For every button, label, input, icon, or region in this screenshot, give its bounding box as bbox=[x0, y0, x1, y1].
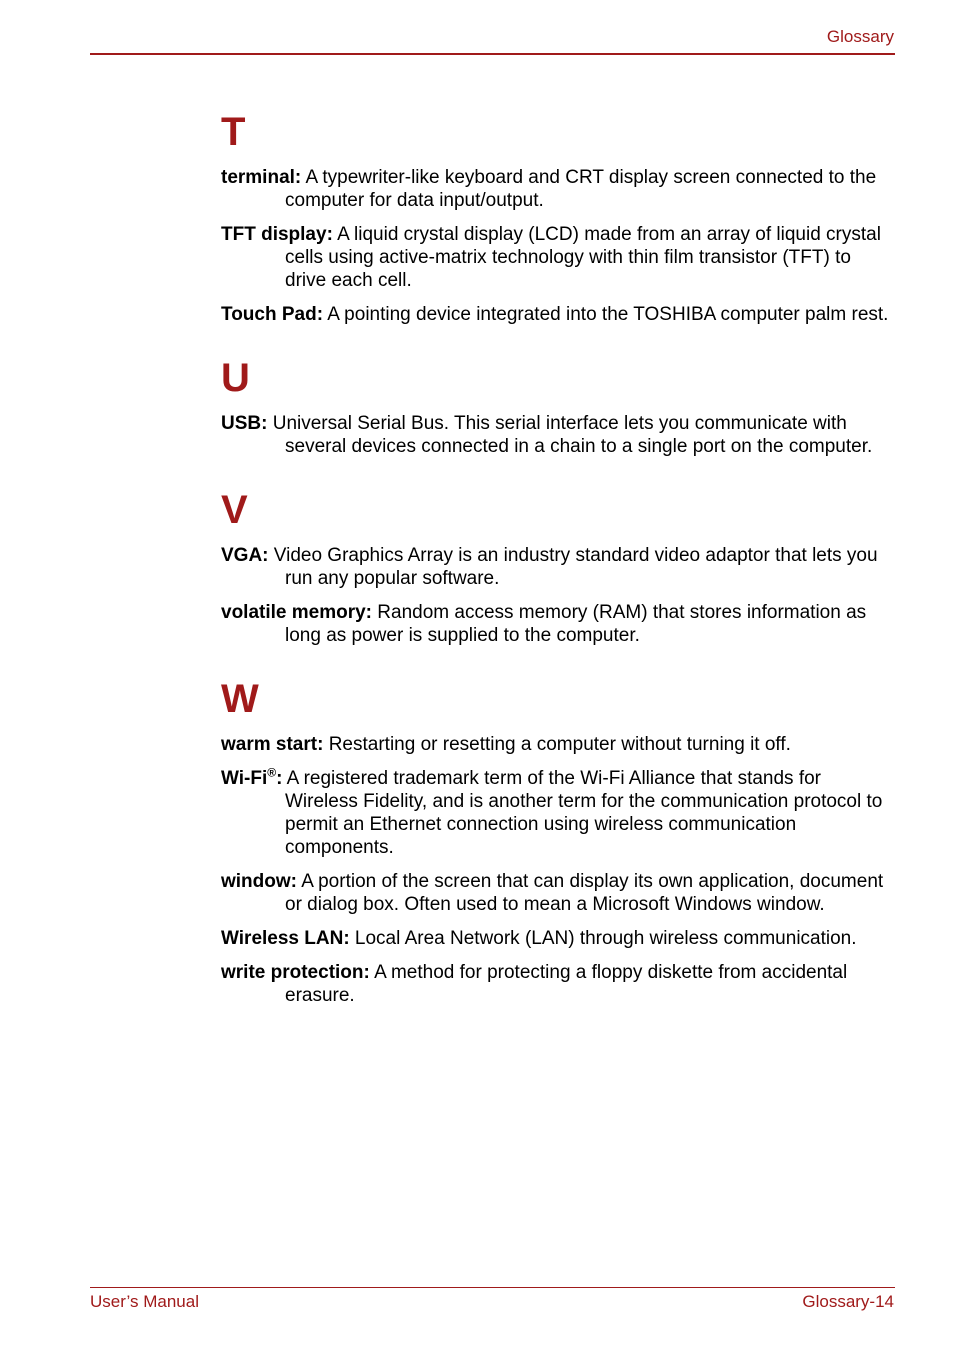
glossary-entry bbox=[221, 412, 891, 458]
glossary-entry bbox=[221, 927, 891, 950]
glossary-term: TFT display: bbox=[221, 224, 333, 245]
glossary-entry bbox=[221, 961, 891, 1007]
glossary-term-text: Wi-Fi bbox=[221, 768, 268, 789]
glossary-definition: A method for protecting a floppy diskette from accidental erasure. bbox=[285, 962, 848, 1006]
glossary-entry bbox=[221, 733, 891, 756]
glossary-definition: A pointing device integrated into the TOSHIBA computer palm rest. bbox=[323, 304, 889, 325]
glossary-term: volatile memory: bbox=[221, 602, 372, 623]
footer-divider bbox=[90, 1287, 895, 1288]
registered-trademark-mark: ® bbox=[267, 765, 277, 780]
glossary-definition: A portion of the screen that can display its own application, document or dialog box. Often used to mean a Microsoft Windows window. bbox=[285, 871, 884, 915]
section-letter: T bbox=[221, 110, 246, 154]
glossary-entry bbox=[221, 166, 891, 212]
glossary-definition: Video Graphics Array is an industry standard video adaptor that lets you run any popular software. bbox=[268, 545, 878, 589]
section-letter: V bbox=[221, 488, 248, 532]
glossary-term-suffix: : bbox=[276, 768, 283, 789]
glossary-term: window: bbox=[221, 871, 297, 892]
glossary-term bbox=[221, 765, 283, 789]
section-letter: U bbox=[221, 356, 250, 400]
glossary-entry bbox=[221, 601, 891, 647]
glossary-entry bbox=[221, 870, 891, 916]
glossary-definition: Universal Serial Bus. This serial interface lets you communicate with several devices connected in a chain to a single port on the computer. bbox=[267, 413, 873, 457]
glossary-term: write protection: bbox=[221, 962, 370, 983]
footer-manual-title: User’s Manual bbox=[90, 1292, 199, 1311]
glossary-definition: Random access memory (RAM) that stores information as long as power is supplied to the computer. bbox=[285, 602, 867, 646]
footer-page-number: Glossary-14 bbox=[802, 1292, 894, 1311]
glossary-definition: A registered trademark term of the Wi-Fi Alliance that stands for Wireless Fidelity, and is another term for the communication protocol to permit an Ethernet connection using wireless communication components. bbox=[282, 768, 883, 858]
glossary-term: terminal: bbox=[221, 167, 302, 188]
glossary-section-v bbox=[221, 486, 891, 647]
glossary-definition: A typewriter-like keyboard and CRT display screen connected to the computer for data input/output. bbox=[285, 167, 877, 211]
glossary-definition: A liquid crystal display (LCD) made from an array of liquid crystal cells using active-matrix technology with thin film transistor (TFT) to drive each cell. bbox=[285, 224, 881, 291]
glossary-entry bbox=[221, 223, 891, 292]
glossary-term: USB: bbox=[221, 413, 268, 434]
glossary-definition: Restarting or resetting a computer without turning it off. bbox=[323, 734, 791, 755]
glossary-content bbox=[221, 108, 891, 1035]
glossary-term: Wireless LAN: bbox=[221, 928, 350, 949]
header-section-title: Glossary bbox=[826, 27, 894, 46]
glossary-entry bbox=[221, 544, 891, 590]
glossary-term: warm start: bbox=[221, 734, 324, 755]
glossary-entry bbox=[221, 303, 891, 326]
glossary-definition: Local Area Network (LAN) through wireless communication. bbox=[349, 928, 857, 949]
header-divider bbox=[90, 53, 895, 55]
glossary-section-t bbox=[221, 108, 891, 326]
glossary-entry bbox=[221, 767, 891, 859]
section-letter: W bbox=[221, 677, 259, 721]
glossary-section-u bbox=[221, 354, 891, 458]
glossary-section-w bbox=[221, 675, 891, 1007]
glossary-term: Touch Pad: bbox=[221, 304, 324, 325]
glossary-term: VGA: bbox=[221, 545, 269, 566]
